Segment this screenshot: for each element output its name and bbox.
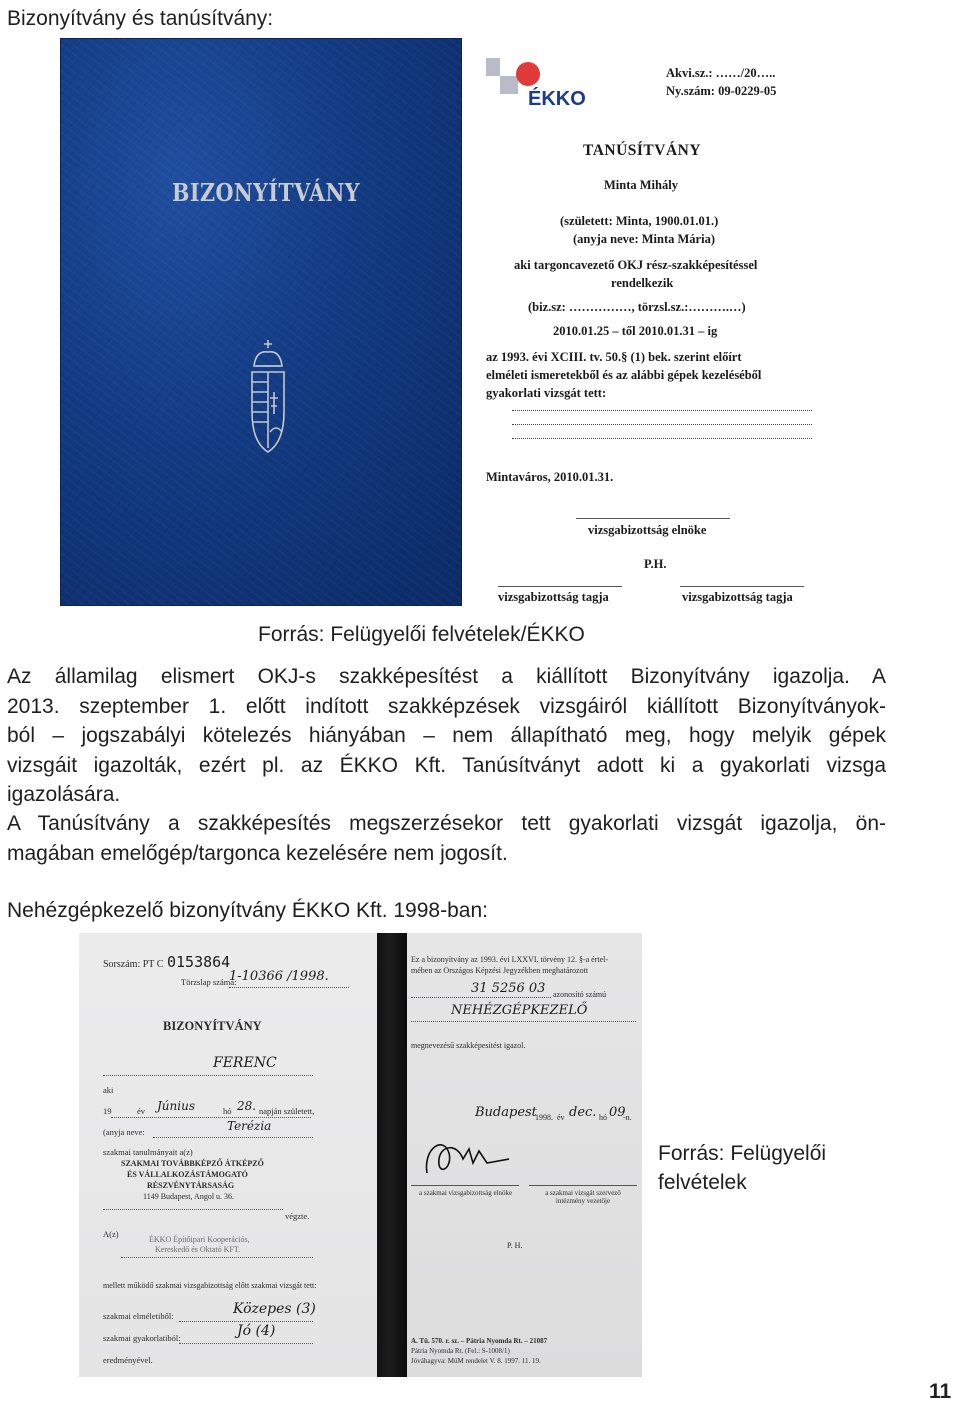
day-hw: 28. [237,1099,257,1113]
torzslap-hw: 1-10366 /1998. [229,969,329,984]
stamp-label: P.H. [644,557,667,571]
member1-label: vizsgabizottság tagja [498,590,609,604]
section-heading-2: Nehézgépkezelő bizonyítvány ÉKKO Kft. 1998-ban: [7,899,488,922]
paragraph-1-line-2: 2013. szeptember 1. előtt indított szakképzések vizsgáiról kiállított Bizonyítványok- [7,694,886,718]
anyja-label: (anyja neve: [103,1127,145,1137]
gyakorlati-line [179,1343,313,1344]
image-caption-2-line-1: Forrás: Felügyelői [658,1142,827,1165]
gyakorlati-grade-hw: Jó (4) [237,1323,276,1339]
machine-line-3 [512,438,812,439]
holder-name-hw: FERENC [213,1055,277,1071]
napjan-label: napján született, [259,1106,315,1116]
right-text-2: mében az Országos Képzési Jegyzékben meghatározott [411,966,589,975]
code-line [411,997,551,998]
serial-label: Sorszám: PT C [103,959,164,970]
mother-name: (anyja neve: Minta Mária) [573,232,715,246]
section-heading: Bizonyítvány és tanúsítvány: [7,7,274,30]
scan-stamp-label: P. H. [507,1241,523,1250]
ekko-logo-icon [486,54,602,112]
birth-line [111,1117,311,1118]
torzslap-label: Törzslap száma: [181,977,237,987]
mellett-label: mellett működő szakmai vizsgabizottság előtt szakmai vizsgát tett: [103,1281,317,1290]
ho2-label: hó [599,1113,607,1122]
azonosito-label: azonosító számú [553,990,607,999]
megnevezesu-label: megnevezésű szakképesítést igazol. [411,1041,526,1050]
day2-hw: 09 [609,1105,626,1120]
qualification-line1: aki targoncavezető OKJ rész-szakképesítéssel [514,258,758,272]
born-prefix: 19 [103,1106,112,1116]
footer-line-3: Jóváhagyva: MüM rendelet V. 8. 1997. 11. 19. [411,1357,541,1365]
training-period: 2010.01.25 – től 2010.01.31 – ig [553,324,718,338]
paragraph-2-line-2: magában emelőgép/targonca kezelésére nem jogosít. [7,841,508,865]
chair-signature-icon [417,1129,517,1189]
ev2-label: év [557,1113,565,1122]
paragraph-1-line-3: ból – jogszabályi kötelezés hiányában – nem állapítható meg, hogy melyik gépek [7,724,886,747]
month2-hw: dec. [569,1105,597,1120]
qualification-line [411,1021,636,1022]
certificate-title: TANÚSÍTVÁNY [583,142,702,159]
school-intro: szakmai tanulmányait a(z) [103,1147,193,1157]
sig2-label: a szakmai vizsgát szervező intézmény vezetője [545,1189,621,1205]
image-caption-1: Forrás: Felügyelői felvételek/ÉKKO [258,623,585,646]
place-date: Mintaváros, 2010.01.31. [486,470,614,484]
certificate-codes: (biz.sz: ……………, törzsl.sz.:……….…) [528,300,746,314]
member2-signature-line [680,586,804,587]
qualification-hw: NEHÉZGÉPKEZELŐ [451,1003,588,1018]
machine-line-2 [512,424,812,425]
n-suffix: -n. [623,1113,632,1122]
akvi-number: Akvi.sz.: ……/20….. [666,66,776,80]
gyakorlati-label: szakmai gyakorlatiból: [103,1333,181,1343]
school-line2: ÉS VÁLLALKOZÁSTÁMOGATÓ [127,1170,248,1179]
right-text-1: Ez a bizonyítvány az 1993. évi LXXVI. törvény 12. §-a értel- [411,955,609,964]
image-caption-2 [658,1141,826,1196]
coat-of-arms-icon [246,336,290,464]
school-line1: SZAKMAI TOVÁBBKÉPZŐ ÁTKÉPZŐ [121,1159,264,1168]
eredmeny-label: eredményével. [103,1355,153,1365]
bizonyitvany-cover-photo [60,38,462,606]
institution-line [121,1257,313,1258]
scan-right-page [407,933,642,1377]
member2-label: vizsgabizottság tagja [682,590,793,604]
image-caption-2-line-2: felvételek [658,1171,747,1194]
ekko-logo-text: ÉKKO [528,88,586,110]
serial-number: 0153864 [167,953,231,971]
sig2-line [529,1185,637,1186]
paragraph-1-line-4: vizsgáit igazolták, ezért pl. az ÉKKO Kft. Tanúsítványt adott ki a gyakorlati vizsga [7,753,886,777]
footer-line-1: A. Tü. 570. r. sz. – Pátria Nyomda Rt. – 21087 [411,1337,548,1345]
chair-signature-line [576,518,730,519]
paragraph-2-line-1: A Tanúsítvány a szakképesítés megszerzésekor tett gyakorlati vizsgát igazolja, ön- [7,812,886,835]
paragraph-1-line-5: igazolására. [7,783,121,806]
torzslap-line [229,987,349,988]
okj-code-hw: 31 5256 03 [471,981,546,996]
holder-name: Minta Mihály [604,178,678,192]
page-number: 11 [929,1380,952,1403]
name-line [103,1075,313,1076]
law-line2: elméleti ismeretekből és az alábbi gépek kezeléséből [486,368,762,382]
law-line3: gyakorlati vizsgát tett: [486,386,607,400]
ekko-stamp-line2: Kereskedő és Oktató KFT. [155,1245,241,1254]
machine-line-1 [512,410,812,411]
sig1-line [411,1185,519,1186]
qualification-line2: rendelkezik [611,276,674,290]
city-hw: Budapest [475,1105,537,1120]
elmeleti-grade-hw: Közepes (3) [233,1301,316,1317]
ho-label: hó [223,1106,232,1116]
sig1-label: a szakmai vizsgabizottság elnöke [419,1189,513,1197]
scan-left-page [79,933,377,1377]
school-line3: RÉSZVÉNYTÁRSASÁG [147,1181,235,1190]
paragraph-1-line-1: Az államilag elismert OKJ-s szakképesítést a kiállított Bizonyítvány igazolja. A [7,665,886,688]
scan-title: BIZONYÍTVÁNY [163,1019,262,1033]
ny-number: Ny.szám: 09-0229-05 [666,84,777,98]
az-label: A(z) [103,1229,119,1239]
elmeleti-line [179,1321,313,1322]
birth-info: (született: Minta, 1900.01.01.) [560,214,719,228]
law-line1: az 1993. évi XCIII. tv. 50.§ (1) bek. szerint előírt [486,350,742,364]
nehezgepkezelo-certificate-scan [79,933,642,1377]
school-line [103,1209,283,1210]
scan-spine [377,933,407,1377]
member1-signature-line [498,586,622,587]
footer-line-2: Pátria Nyomda Rt. (Fel.: S-1008/1) [411,1347,510,1355]
paragraph-1 [7,662,886,810]
mother-line [153,1137,313,1138]
aki-label: aki [103,1085,114,1095]
paragraph-2 [7,809,886,868]
ekko-stamp-line1: ÉKKO Építőipari Kooperációs, [149,1235,250,1244]
ev-label: év [137,1106,146,1116]
school-line4: 1149 Budapest, Angol u. 36. [143,1192,235,1201]
mother-hw: Terézia [227,1119,272,1133]
chair-label: vizsgabizottság elnöke [588,523,707,537]
tanusitvany-certificate-scan [470,38,830,608]
cover-title: BIZONYÍTVÁNY [172,178,360,207]
elmeleti-label: szakmai elméletiből: [103,1311,174,1321]
year-hw: 1998. [535,1113,553,1122]
month-hw: Június [157,1099,195,1113]
vegzte-label: végzte. [285,1211,310,1221]
